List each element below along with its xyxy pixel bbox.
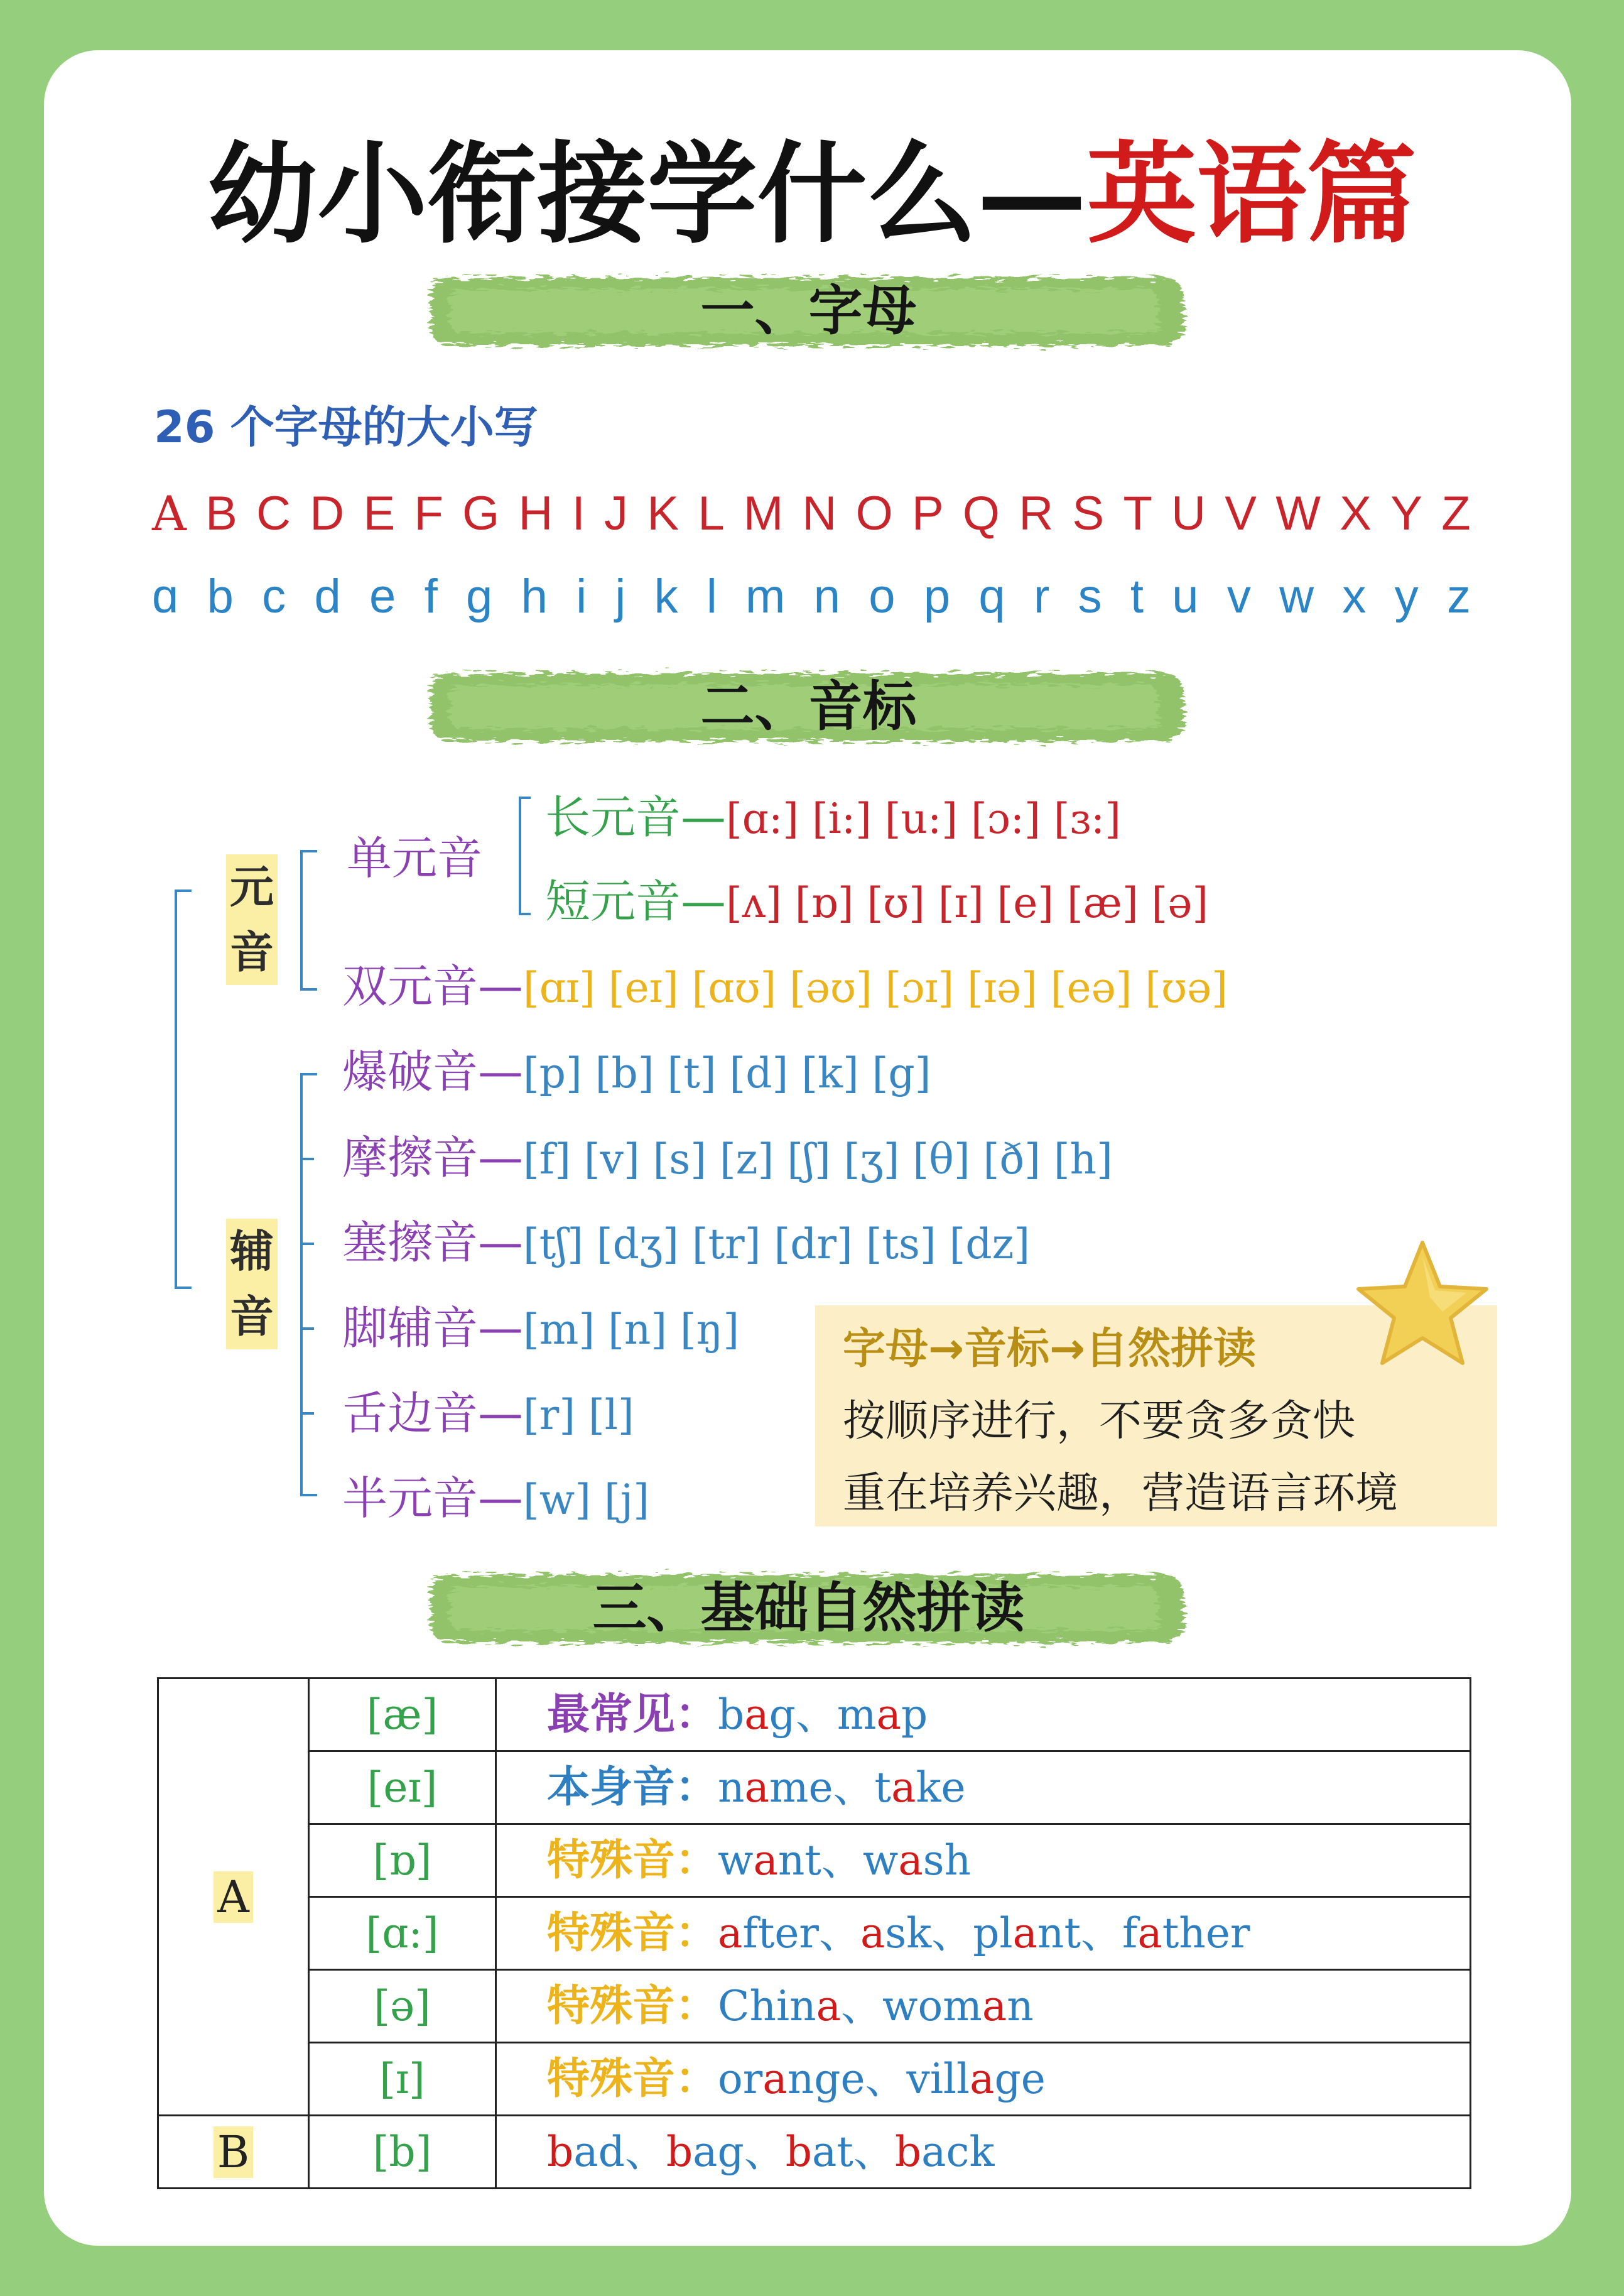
phonetic-symbol-cell: [b]: [309, 2116, 496, 2189]
lowercase-letter: v: [1226, 570, 1251, 623]
phonetic-symbol-cell: [eɪ]: [309, 1751, 496, 1824]
table-row: [158, 1751, 1471, 1824]
nasal-row: 脚辅音—[m] [n] [ŋ]: [342, 1302, 740, 1354]
lowercase-letter: ɑ: [152, 570, 179, 623]
letter-cell: B: [158, 2116, 309, 2189]
table-row: [158, 2043, 1471, 2116]
example-cell: [496, 1678, 1471, 1751]
lowercase-letter: d: [314, 570, 341, 623]
example-cell: [496, 1897, 1471, 1970]
lowercase-letter: s: [1078, 570, 1102, 623]
lowercase-letter: k: [654, 570, 678, 623]
uppercase-letter: U: [1171, 487, 1206, 540]
example-words: name、take: [718, 1763, 966, 1812]
plosive-row: 爆破音—[p] [b] [t] [d] [k] [g]: [342, 1045, 931, 1098]
uppercase-letter: W: [1275, 487, 1321, 540]
vowel-category-label: 元 音: [226, 854, 278, 985]
letters-heading: 26 个字母的大小写: [154, 401, 538, 453]
uppercase-letter: A: [152, 486, 187, 541]
example-cell: [496, 1751, 1471, 1824]
semivowel-row: 半元音—[w] [j]: [342, 1472, 649, 1525]
uppercase-letter: J: [604, 487, 629, 540]
uppercase-letter: Q: [962, 487, 1000, 540]
lowercase-letter: l: [706, 570, 717, 623]
lowercase-letter: f: [424, 570, 438, 623]
tip-line-3: 重在培养兴趣，营造语言环境: [843, 1469, 1399, 1518]
section-title: 一、字母: [700, 280, 917, 342]
lowercase-letter: m: [745, 570, 786, 623]
example-words: orange、village: [718, 2054, 1046, 2103]
uppercase-letter: T: [1123, 487, 1152, 540]
lowercase-letter: r: [1033, 570, 1050, 623]
uppercase-letter: I: [571, 487, 585, 540]
lowercase-letter: b: [207, 570, 234, 623]
phonetic-symbol-cell: [ə]: [309, 1970, 496, 2043]
uppercase-letter: X: [1340, 487, 1372, 540]
section-banner-phonics: [411, 1561, 1206, 1655]
lowercase-letter: u: [1172, 570, 1199, 623]
tip-line-2: 按顺序进行，不要贪多贪快: [843, 1396, 1356, 1446]
table-row: [158, 1678, 1471, 1751]
uppercase-letter: N: [802, 487, 837, 540]
uppercase-letter: L: [698, 487, 725, 540]
uppercase-letter: M: [743, 487, 784, 540]
star-icon: [1353, 1238, 1491, 1372]
uppercase-letter: O: [855, 487, 893, 540]
letter-cell: A: [158, 1678, 309, 2116]
example-words: want、wash: [718, 1836, 972, 1885]
lowercase-letter: q: [978, 570, 1005, 623]
lowercase-letter: y: [1394, 570, 1419, 623]
uppercase-letter: K: [647, 487, 679, 540]
uppercase-letter: R: [1019, 487, 1054, 540]
lowercase-letter: t: [1130, 570, 1144, 623]
uppercase-letter: G: [462, 487, 500, 540]
phonetic-symbol-cell: [ɪ]: [309, 2043, 496, 2116]
phonetic-symbol-cell: [ɒ]: [309, 1824, 496, 1897]
example-cell: [496, 2116, 1471, 2189]
sound-type-label: 最常见：: [547, 1689, 718, 1739]
short-vowel-row: 短元音—[ʌ] [ɒ] [ʊ] [ɪ] [e] [æ] [ə]: [545, 875, 1209, 928]
lowercase-letter: w: [1279, 570, 1314, 623]
example-words: China、woman: [718, 1981, 1034, 2030]
table-row: [158, 2116, 1471, 2189]
title-highlight: 英语篇: [1086, 130, 1417, 259]
uppercase-letter: S: [1072, 487, 1105, 540]
fricative-row: 摩擦音—[f] [v] [s] [z] [ʃ] [ʒ] [θ] [ð] [h]: [342, 1131, 1113, 1184]
table-row: [158, 1970, 1471, 2043]
lowercase-letter: x: [1342, 570, 1367, 623]
example-cell: [496, 1970, 1471, 2043]
section-title: 三、基础自然拼读: [592, 1577, 1025, 1640]
lowercase-letter: p: [923, 570, 951, 623]
section-title: 二、音标: [700, 675, 917, 738]
uppercase-letter: Y: [1390, 487, 1422, 540]
tip-line-1: 字母→音标→自然拼读: [843, 1324, 1256, 1374]
sound-type-label: 特殊音：: [547, 1908, 718, 1958]
phonics-table: [157, 1677, 1471, 2189]
lowercase-letter: i: [576, 570, 587, 623]
lowercase-letter: c: [262, 570, 286, 623]
monophthong-label: 单元音: [347, 832, 483, 884]
sound-type-label: 特殊音：: [547, 2054, 718, 2104]
lowercase-letter: z: [1446, 570, 1471, 623]
phonetic-symbol-cell: [ɑ:]: [309, 1897, 496, 1970]
lowercase-letter: j: [615, 570, 626, 623]
example-words: bad、bag、bat、back: [547, 2127, 995, 2176]
lateral-row: 舌边音—[r] [l]: [342, 1387, 634, 1440]
uppercase-letter: B: [205, 487, 237, 540]
uppercase-letter: P: [911, 487, 944, 540]
uppercase-letter: H: [518, 487, 553, 540]
example-cell: [496, 1824, 1471, 1897]
consonant-category-label: 辅 音: [226, 1219, 278, 1349]
lowercase-letter: h: [521, 570, 548, 623]
sound-type-label: 特殊音：: [547, 1981, 718, 2031]
example-cell: [496, 2043, 1471, 2116]
lowercase-letter: e: [369, 570, 396, 623]
uppercase-letter: C: [256, 487, 291, 540]
example-words: after、ask、plant、father: [718, 1908, 1250, 1957]
long-vowel-row: 长元音—[ɑ:] [i:] [u:] [ɔ:] [ɜ:]: [545, 791, 1122, 844]
uppercase-letter: Z: [1441, 487, 1471, 540]
sound-type-label: 特殊音：: [547, 1835, 718, 1885]
title-main: 幼小衔接学什么—: [207, 130, 1087, 259]
affricate-row: 塞擦音—[tʃ] [dʒ] [tr] [dr] [ts] [dz]: [342, 1216, 1031, 1269]
phonetic-symbol-cell: [æ]: [309, 1678, 496, 1751]
lowercase-letter: o: [869, 570, 896, 623]
lowercase-letter: g: [466, 570, 493, 623]
uppercase-letter: E: [363, 487, 396, 540]
diphthong-row: 双元音—[ɑɪ] [eɪ] [ɑʊ] [əʊ] [ɔɪ] [ɪə] [eə] [ʊə]: [342, 960, 1228, 1013]
example-words: bag、map: [718, 1690, 928, 1739]
uppercase-letter: D: [310, 487, 345, 540]
sound-type-label: 本身音：: [547, 1762, 718, 1812]
table-row: [158, 1897, 1471, 1970]
uppercase-letter: F: [414, 487, 443, 540]
uppercase-letter: V: [1225, 487, 1257, 540]
table-row: [158, 1824, 1471, 1897]
lowercase-letter: n: [813, 570, 840, 623]
